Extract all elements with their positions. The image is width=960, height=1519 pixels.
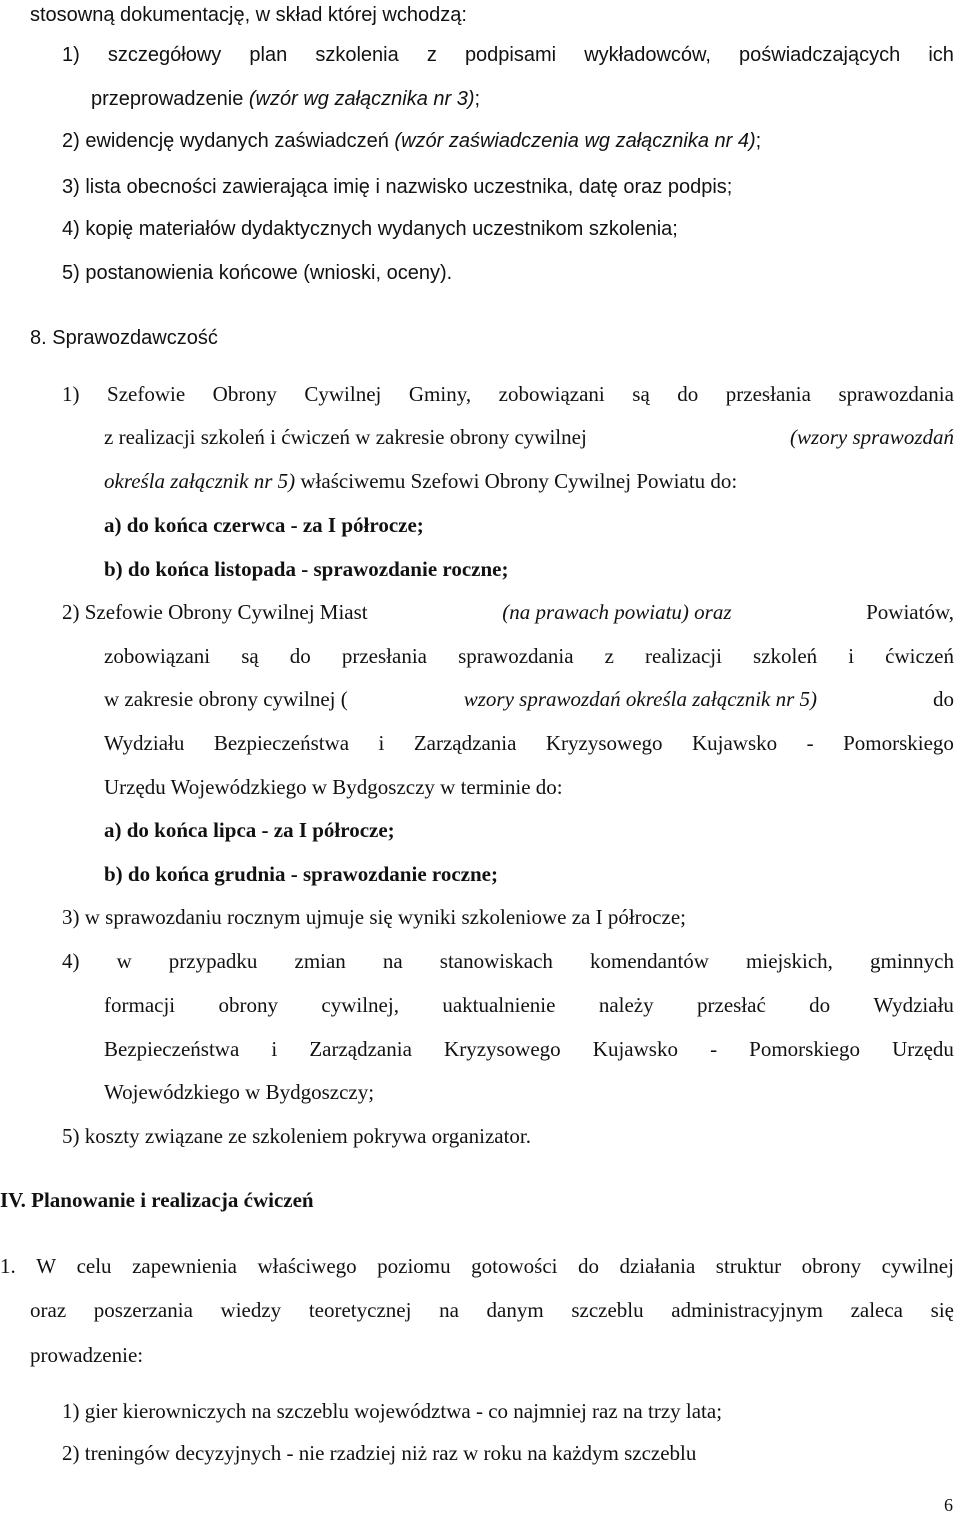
s8-p5: 5) koszty związane ze szkoleniem pokrywa organizator. (62, 1124, 532, 1148)
s8-p2-line5: Urzędu Wojewódzkiego w Bydgoszczy w terminie do: (104, 775, 563, 799)
s8-p1-line1: 1) Szefowie Obrony Cywilnej Gminy, zobowiązani są do przesłania sprawozdania (62, 382, 954, 406)
s8-p4-line3: Bezpieczeństwa i Zarządzania Kryzysowego Kujawsko - Pomorskiego Urzędu (104, 1037, 954, 1061)
s4-item-2: 2) treningów decyzyjnych - nie rzadziej niż raz w roku na każdym szczeblu (62, 1441, 697, 1465)
s8-p1-deadline-b: b) do końca listopada - sprawozdanie roczne; (104, 557, 509, 581)
s8-p2-line2: zobowiązani są do przesłania sprawozdania z realizacji szkoleń i ćwiczeń (104, 644, 954, 668)
s4-p1-line2: oraz poszerzania wiedzy teoretycznej na danym szczeblu administracyjnym zaleca się (30, 1298, 954, 1322)
s8-p1-line2: z realizacji szkoleń i ćwiczeń w zakresie obrony cywilnej (wzory sprawozdań (104, 425, 954, 449)
page-number: 6 (944, 1495, 953, 1515)
docs-item-1-line2: przeprowadzenie (wzór wg załącznika nr 3); (91, 88, 481, 110)
s8-p2-line3: w zakresie obrony cywilnej ( wzory sprawozdań określa załącznik nr 5) do (104, 687, 954, 711)
s8-p2-deadline-b: b) do końca grudnia - sprawozdanie roczne; (104, 862, 498, 886)
s8-p2-line4: Wydziału Bezpieczeństwa i Zarządzania Kryzysowego Kujawsko - Pomorskiego (104, 731, 954, 755)
docs-item-1-line1: 1) szczegółowy plan szkolenia z podpisami wykładowców, poświadczających ich (62, 44, 954, 66)
s4-p1-line1: 1. W celu zapewnienia właściwego poziomu gotowości do działania struktur obrony cywilnej (0, 1254, 954, 1278)
docs-item-2: 2) ewidencję wydanych zaświadczeń (wzór zaświadczenia wg załącznika nr 4); (62, 130, 762, 152)
s8-p4-line2: formacji obrony cywilnej, uaktualnienie należy przesłać do Wydziału (104, 993, 954, 1017)
docs-item-4: 4) kopię materiałów dydaktycznych wydanych uczestnikom szkolenia; (62, 218, 678, 240)
s8-p2-deadline-a: a) do końca lipca - za I półrocze; (104, 818, 395, 842)
s4-item-1: 1) gier kierowniczych na szczeblu województwa - co najmniej raz na trzy lata; (62, 1399, 723, 1423)
s8-p2-line1: 2) Szefowie Obrony Cywilnej Miast (na prawach powiatu) oraz Powiatów, (62, 600, 954, 624)
s8-p1-line3: określa załącznik nr 5) właściwemu Szefowi Obrony Cywilnej Powiatu do: (104, 469, 738, 493)
s8-p3: 3) w sprawozdaniu rocznym ujmuje się wyniki szkoleniowe za I półrocze; (62, 905, 686, 929)
s8-p1-deadline-a: a) do końca czerwca - za I półrocze; (104, 513, 424, 537)
section-iv-heading: IV. Planowanie i realizacja ćwiczeń (0, 1188, 314, 1212)
s8-p4-line4: Wojewódzkiego w Bydgoszczy; (104, 1080, 375, 1104)
intro-text: stosowną dokumentację, w skład której wchodzą: (30, 4, 467, 26)
section-8-heading: 8. Sprawozdawczość (30, 327, 218, 349)
docs-item-5: 5) postanowienia końcowe (wnioski, oceny). (62, 262, 453, 284)
docs-item-3: 3) lista obecności zawierająca imię i nazwisko uczestnika, datę oraz podpis; (62, 176, 733, 198)
s8-p4-line1: 4) w przypadku zmian na stanowiskach komendantów miejskich, gminnych (62, 949, 954, 973)
s4-p1-line3: prowadzenie: (30, 1343, 144, 1367)
